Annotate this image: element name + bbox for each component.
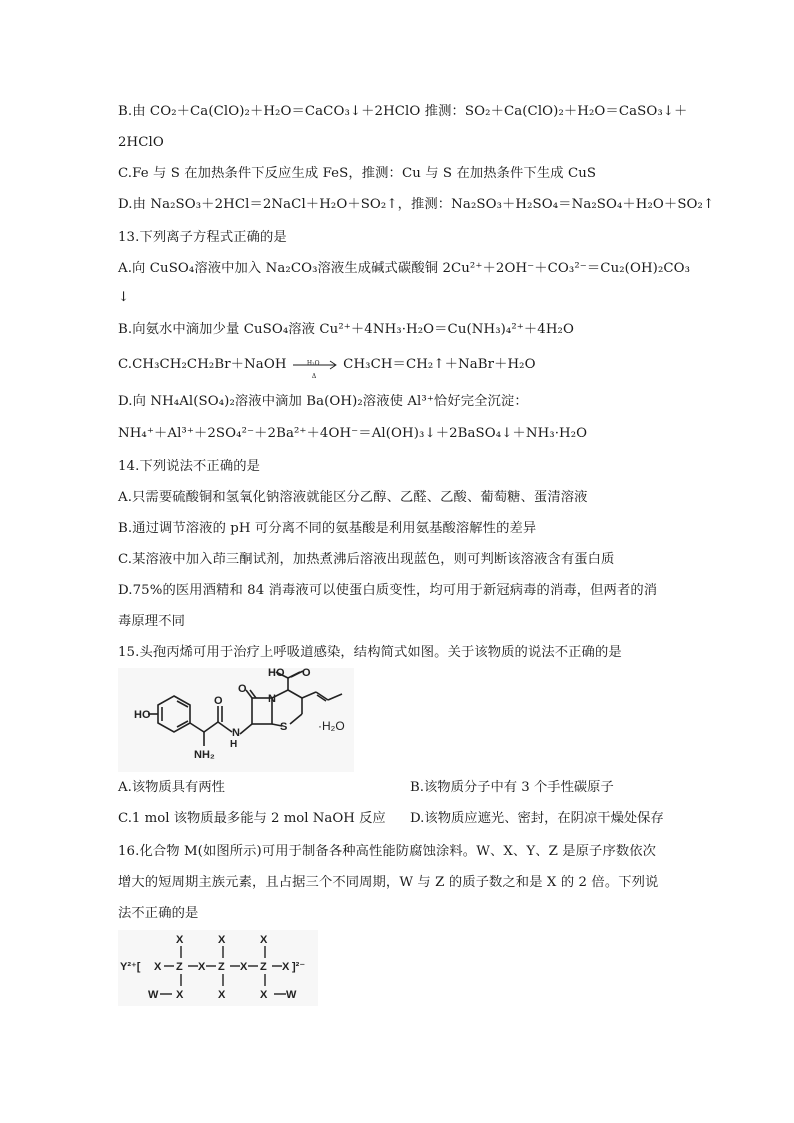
q15-option-d: D.该物质应遮光、密封，在阴凉干燥处保存 (410, 811, 664, 826)
q12-option-b-line1: B.由 CO₂＋Ca(ClO)₂＋H₂O＝CaCO₃↓＋2HClO 推测：SO₂＋Ca(ClO)₂＋H₂O＝CaSO₃↓＋ (118, 104, 688, 119)
q15-stem: 15.头孢丙烯可用于治疗上呼吸道感染，结构简式如图。关于该物质的说法不正确的是 (118, 645, 622, 660)
atom-x-4: X (282, 961, 290, 973)
q13-option-a-line2: ↓ (118, 290, 130, 305)
q13-stem: 13.下列离子方程式正确的是 (118, 230, 287, 245)
amide-n-label: N (232, 727, 240, 739)
q12-option-b-line2: 2HClO (118, 135, 164, 150)
atom-x-bottom-2: X (218, 989, 226, 1001)
q14-option-a: A.只需要硫酸铜和氢氧化钠溶液就能区分乙醇、乙醛、乙酸、葡萄糖、蛋清溶液 (118, 490, 588, 505)
q16-stem-line2: 增大的短周期主族元素，且占据三个不同周期，W 与 Z 的质子数之和是 X 的 2 倍。下列说 (118, 875, 659, 890)
atom-z-3: Z (260, 961, 267, 973)
q13-option-c (118, 355, 536, 380)
amide-h-label: H (230, 739, 238, 750)
atom-x-top-3: X (260, 934, 268, 946)
hydroxy-label: HO (134, 709, 151, 721)
lactam-o-label: O (238, 683, 247, 695)
compound-m-drawing (118, 930, 318, 1006)
q12-option-c: C.Fe 与 S 在加热条件下反应生成 FeS，推测：Cu 与 S 在加热条件下生成 CuS (118, 166, 597, 181)
q16-stem-line1: 16.化合物 M(如图所示)可用于制备各种高性能防腐蚀涂料。W、X、Y、Z 是原子序数依次 (118, 844, 657, 859)
atom-x-3: X (240, 961, 248, 973)
q14-option-c: C.某溶液中加入茚三酮试剂，加热煮沸后溶液出现蓝色，则可判断该溶液含有蛋白质 (118, 552, 615, 567)
arrow-condition-top: H₂O (306, 360, 320, 367)
anion-charge-label: ]²⁻ (292, 961, 306, 973)
q12-option-d: D.由 Na₂SO₃＋2HCl＝2NaCl＋H₂O＋SO₂↑，推测：Na₂SO₃＋H₂SO₄＝Na₂SO₄＋H₂O＋SO₂↑ (118, 197, 715, 212)
atom-x-top-1: X (176, 934, 184, 946)
reaction-arrow (291, 355, 339, 380)
atom-z-1: Z (176, 961, 183, 973)
q13-option-d-line1: D.向 NH₄Al(SO₄)₂溶液中滴加 Ba(OH)₂溶液使 Al³⁺恰好完全沉淀： (118, 394, 528, 409)
q13-option-b: B.向氨水中滴加少量 CuSO₄溶液 Cu²⁺＋4NH₃·H₂O＝Cu(NH₃)₄²⁺＋4H₂O (118, 322, 574, 337)
amide-o-label: O (214, 695, 223, 707)
q13-option-c-products: CH₃CH＝CH₂↑＋NaBr＋H₂O (343, 357, 536, 372)
hydrate-label: ·H₂O (318, 719, 345, 733)
atom-z-2: Z (218, 961, 225, 973)
q15-option-b: B.该物质分子中有 3 个手性碳原子 (410, 780, 614, 795)
atom-x-bottom-3: X (260, 989, 268, 1001)
atom-x-bottom-1: X (176, 989, 184, 1001)
compound-m-structure (118, 930, 318, 1006)
atom-w-2: W (286, 989, 297, 1001)
carboxyl-o-label: O (302, 668, 311, 679)
q13-option-c-reactants: C.CH₃CH₂CH₂Br＋NaOH (118, 357, 287, 372)
carboxyl-oh-label: HO (268, 668, 285, 679)
cation-y-label: Y²⁺[ (120, 961, 141, 973)
ring-s-label: S (280, 721, 288, 733)
q14-option-d-line1: D.75%的医用酒精和 84 消毒液可以使蛋白质变性，均可用于新冠病毒的消毒，但两者的消 (118, 583, 658, 598)
amino-label: NH₂ (194, 749, 215, 761)
q14-stem: 14.下列说法不正确的是 (118, 459, 261, 474)
atom-w-1: W (148, 989, 159, 1001)
q13-option-a-line1: A.向 CuSO₄溶液中加入 Na₂CO₃溶液生成碱式碳酸铜 2Cu²⁺＋2OH⁻＋CO₃²⁻＝Cu₂(OH)₂CO₃ (118, 261, 691, 276)
ring-n-label: N (268, 693, 276, 705)
atom-x-2: X (198, 961, 206, 973)
arrow-condition-bottom: Δ (311, 373, 317, 380)
q16-stem-line3: 法不正确的是 (118, 906, 199, 921)
atom-x-top-2: X (218, 934, 226, 946)
cefprozil-structure-drawing (118, 668, 354, 772)
cefprozil-structure (118, 668, 354, 772)
atom-x-1: X (154, 961, 162, 973)
q13-option-d-line2: NH₄⁺＋Al³⁺＋2SO₄²⁻＋2Ba²⁺＋4OH⁻＝Al(OH)₃↓＋2BaSO₄↓＋NH₃·H₂O (118, 426, 588, 441)
q14-option-b: B.通过调节溶液的 pH 可分离不同的氨基酸是利用氨基酸溶解性的差异 (118, 521, 537, 536)
q15-option-a: A.该物质具有两性 (118, 780, 225, 795)
q14-option-d-line2: 毒原理不同 (118, 614, 185, 629)
q15-option-c: C.1 mol 该物质最多能与 2 mol NaOH 反应 (118, 811, 386, 826)
